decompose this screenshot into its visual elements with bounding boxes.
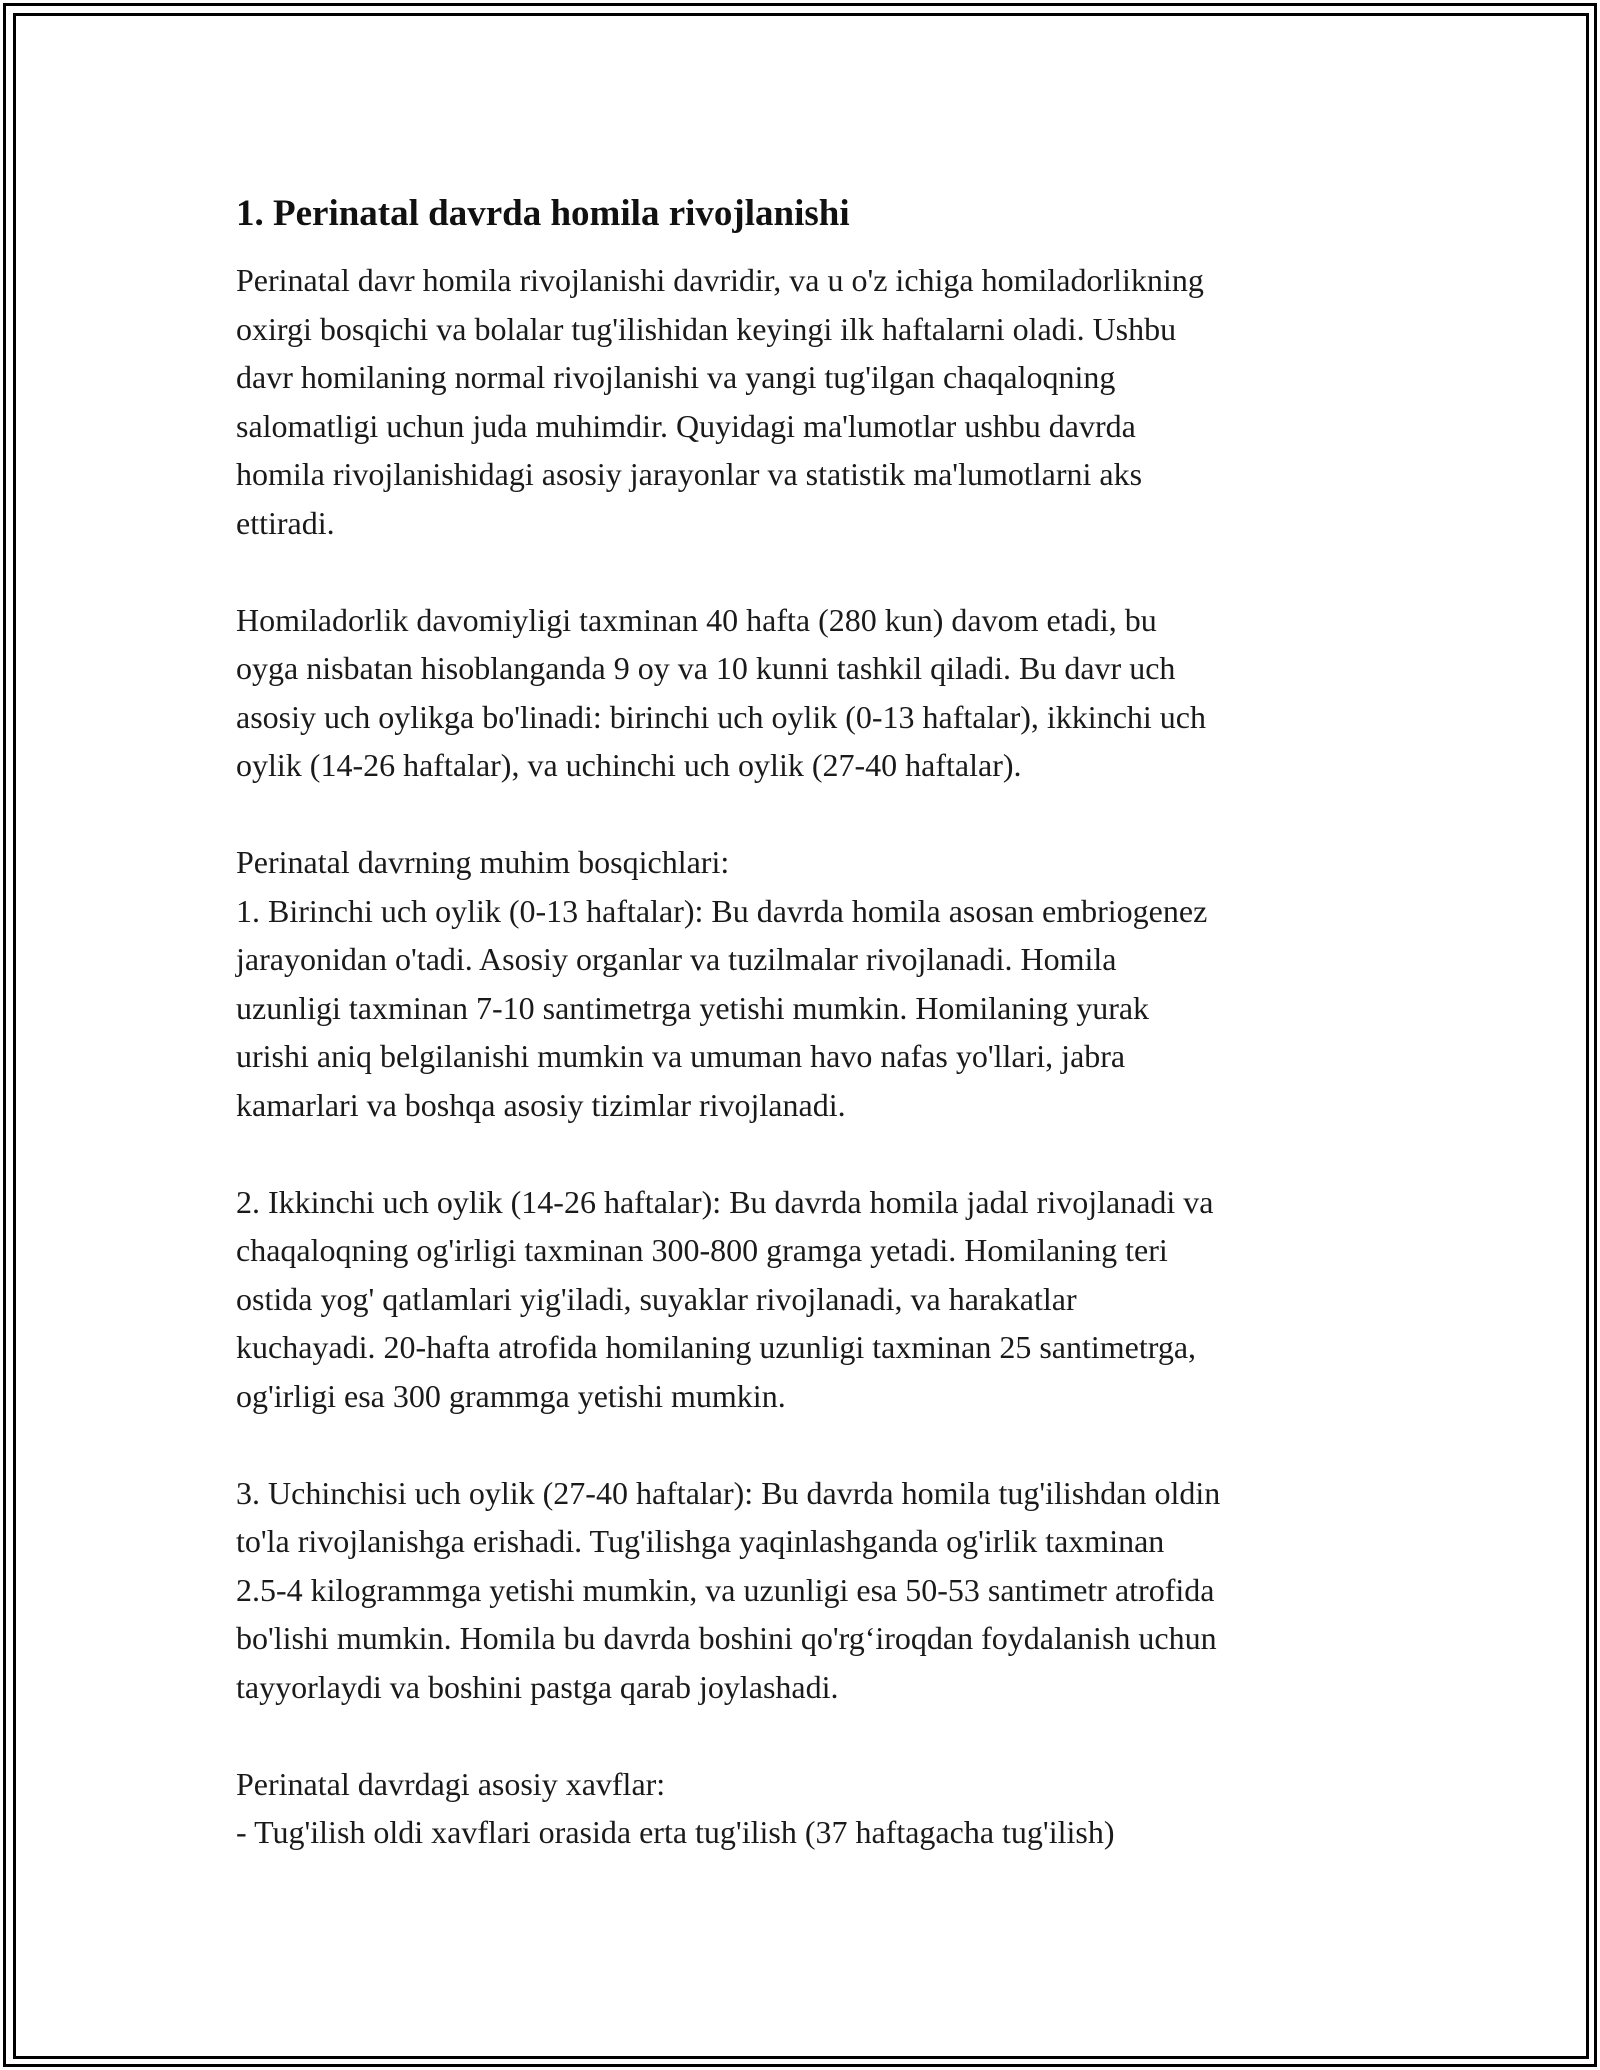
paragraph-intro: Perinatal davr homila rivojlanishi davridir, va u o'z ichiga homiladorlikning oxirgi bosqichi va bolalar tug'ilishidan keyingi ilk haftalarni oladi. Ushbu davr homilaning normal rivojlanishi va yangi tug'ilgan chaqaloqning salomatligi uchun juda muhimdir. Quyidagi ma'lumotlar ushbu davrda homila rivojlanishidagi asosiy jarayonlar va statistik ma'lumotlarni aks ettiradi. <box>236 262 1204 541</box>
risks-heading: Perinatal davrdagi asosiy xavflar: <box>236 1765 666 1802</box>
risk-item: - Tug'ilish oldi xavflari orasida erta tug'ilish (37 haftagacha tug'ilish) <box>236 1814 1115 1850</box>
paragraph-duration: Homiladorlik davomiyligi taxminan 40 hafta (280 kun) davom etadi, bu oyga nisbatan hisoblanganda 9 oy va 10 kunni tashkil qiladi. Bu davr uch asosiy uch oylikga bo'linadi: birinchi uch oylik (0-13 haftalar), ikkinchi uch oylik (14-26 haftalar), va uchinchi uch oylik (27-40 haftalar). <box>236 601 1206 783</box>
paragraph-third-trimester: 3. Uchinchisi uch oylik (27-40 haftalar): Bu davrda homila tug'ilishdan oldin to'la rivojlanishga erishadi. Tug'ilishga yaqinlashganda og'irlik taxminan 2.5-4 kilogrammga yetishi mumkin, va uzunligi esa 50-53 santimetr atrofida bo'lishi mumkin. Homila bu davrda boshini qo'rg‘iroqdan foydalanish uchun tayyorlaydi va boshini pastga qarab joylashadi. <box>236 1474 1221 1705</box>
document-title: 1. Perinatal davrda homila rivojlanishi <box>236 193 850 234</box>
paragraph-second-trimester: 2. Ikkinchi uch oylik (14-26 haftalar): Bu davrda homila jadal rivojlanadi va chaqaloqning og'irligi taxminan 300-800 gramga yetadi. Homilaning teri ostida yog' qatlamlari yig'iladi, suyaklar rivojlanadi, va harakatlar kuchayadi. 20-hafta atrofida homilaning uzunligi taxminan 25 santimetrga, og'irligi esa 300 grammga yetishi mumkin. <box>236 1183 1214 1414</box>
paragraph-first-trimester: Perinatal davrning muhim bosqichlari: 1. Birinchi uch oylik (0-13 haftalar): Bu davrda homila asosan embriogenez jarayonidan o'tadi. Asosiy organlar va tuzilmalar rivojlanadi. Homila uzunligi taxminan 7-10 santimetrga yetishi mumkin. Homilaning yurak urishi aniq belgilanishi mumkin va umuman havo nafas yo'llari, jabra kamarlari va boshqa asosiy tizimlar rivojlanadi. <box>236 844 1208 1123</box>
risks-section <box>236 1760 1386 1857</box>
document-body <box>236 186 1386 1905</box>
